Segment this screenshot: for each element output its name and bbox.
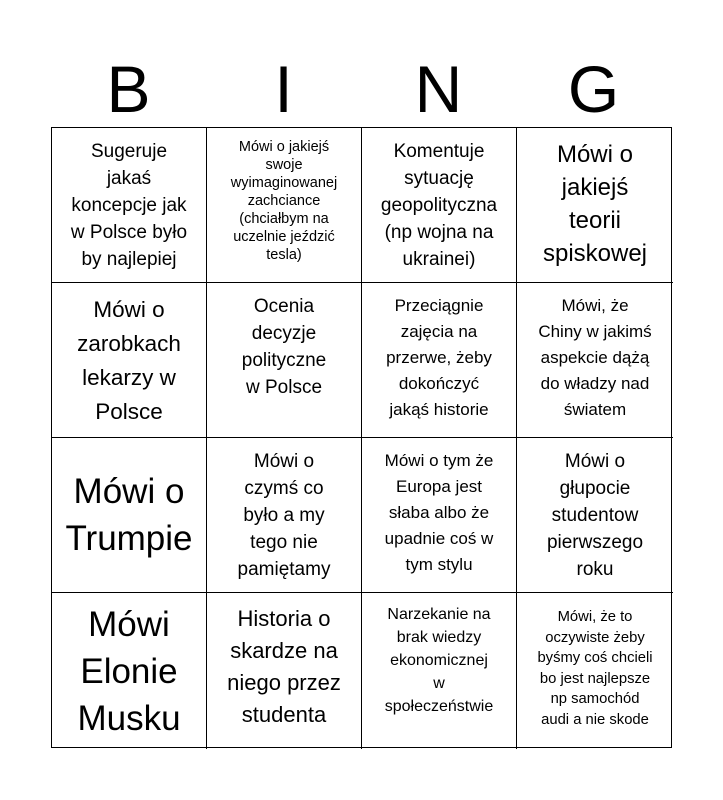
cell-text: Sugeruje jakaś koncepcje jak w Polsce było by najlepiej bbox=[70, 141, 188, 270]
bingo-board bbox=[51, 127, 672, 748]
cell-text: Mówi o Trumpie bbox=[65, 472, 193, 558]
bingo-title bbox=[51, 50, 671, 128]
cell-text: Mówi o zarobkach lekarzy w Polsce bbox=[77, 297, 181, 424]
bingo-cell-r4c4[interactable] bbox=[517, 593, 673, 749]
cell-text: Przeciągnie zajęcia na przerwe, żeby dokończyć jakąś historie bbox=[386, 296, 492, 419]
cell-text: Narzekanie na brak wiedzy ekonomicznej w społeczeństwie bbox=[384, 606, 494, 715]
bingo-cell-r1c2[interactable] bbox=[207, 128, 362, 283]
cell-text: Mówi, że to oczywiste żeby byśmy coś chcieli bo jest najlepsze np samochód audi a nie skode bbox=[537, 609, 653, 728]
bingo-cell-r2c1[interactable] bbox=[52, 283, 207, 438]
cell-text: Historia o skardze na niego przez studenta bbox=[227, 606, 341, 727]
bingo-cell-r4c2[interactable] bbox=[207, 593, 362, 749]
cell-text: Mówi o czymś co było a my tego nie pamiętamy bbox=[237, 451, 331, 580]
bingo-cell-r1c3[interactable] bbox=[362, 128, 517, 283]
bingo-cell-r3c2[interactable] bbox=[207, 438, 362, 593]
cell-text: Mówi o jakiejś swoje wyimaginowanej zachciance (chciałbym na uczelnie jeździć tesla) bbox=[230, 139, 338, 263]
bingo-cell-r2c3[interactable] bbox=[362, 283, 517, 438]
bingo-cell-r2c4[interactable] bbox=[517, 283, 673, 438]
title-letter-b: B bbox=[106, 52, 151, 126]
title-letter-g: G bbox=[567, 52, 620, 126]
bingo-cell-r4c1[interactable] bbox=[52, 593, 207, 749]
bingo-cell-r3c3[interactable] bbox=[362, 438, 517, 593]
bingo-cell-r3c4[interactable] bbox=[517, 438, 673, 593]
cell-text: Mówi o jakiejś teorii spiskowej bbox=[542, 141, 648, 267]
cell-text: Mówi o głupocie studentow pierwszego roku bbox=[546, 451, 644, 580]
bingo-cell-r1c1[interactable] bbox=[52, 128, 207, 283]
cell-text: Mówi, że Chiny w jakimś aspekcie dążą do władzy nad światem bbox=[538, 296, 652, 419]
bingo-cell-r3c1[interactable] bbox=[52, 438, 207, 593]
bingo-cell-r1c4[interactable] bbox=[517, 128, 673, 283]
cell-text: Mówi Elonie Musku bbox=[77, 604, 181, 738]
cell-text: Ocenia decyzje polityczne w Polsce bbox=[241, 296, 327, 398]
title-letter-n: N bbox=[414, 52, 463, 126]
bingo-cell-r2c2[interactable] bbox=[207, 283, 362, 438]
cell-text: Komentuje sytuację geopolityczna (np wojna na ukrainei) bbox=[380, 141, 498, 270]
cell-text: Mówi o tym że Europa jest słaba albo że upadnie coś w tym stylu bbox=[384, 451, 494, 574]
title-letter-i: I bbox=[274, 52, 293, 126]
bingo-cell-r4c3[interactable] bbox=[362, 593, 517, 749]
